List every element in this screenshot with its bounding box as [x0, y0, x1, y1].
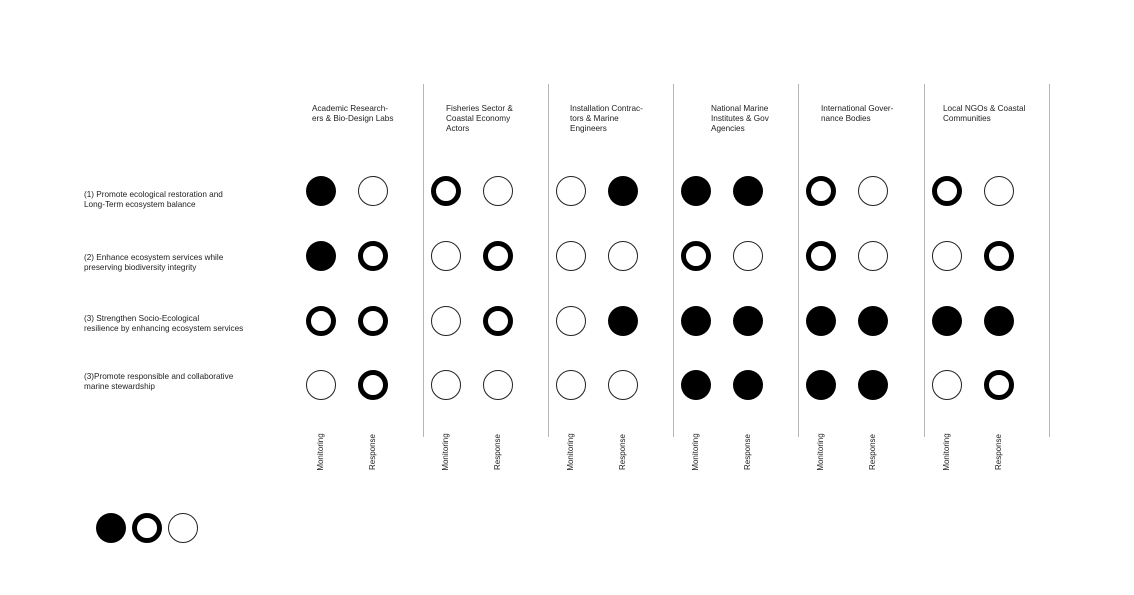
dot-full [733, 176, 763, 206]
dot-full [681, 306, 711, 336]
dot-ring [306, 306, 336, 336]
dot-full [806, 306, 836, 336]
dot-empty [483, 370, 513, 400]
dot-ring [806, 176, 836, 206]
row-label: (3)Promote responsible and collaborative marine stewardship [84, 372, 234, 391]
dot-ring [358, 370, 388, 400]
dot-empty [858, 241, 888, 271]
row-label: (1) Promote ecological restoration and Long-Term ecosystem balance [84, 190, 223, 209]
dot-empty [984, 176, 1014, 206]
dot-ring [984, 241, 1014, 271]
dot-ring [806, 241, 836, 271]
dot-full [681, 370, 711, 400]
row-label: (3) Strengthen Socio-Ecological resilience by enhancing ecosystem services [84, 314, 244, 333]
dot-full [932, 306, 962, 336]
dot-full [681, 176, 711, 206]
dot-empty [932, 370, 962, 400]
dot-ring [358, 241, 388, 271]
dot-empty [932, 241, 962, 271]
column-divider [924, 84, 925, 437]
dot-full [608, 176, 638, 206]
dot-full [733, 306, 763, 336]
column-subheader: Response [493, 433, 502, 471]
dot-ring [681, 241, 711, 271]
column-divider [423, 84, 424, 437]
dot-full [858, 370, 888, 400]
column-subheader: Monitoring [691, 433, 700, 471]
column-subheader: Response [994, 433, 1003, 471]
column-subheader: Monitoring [316, 433, 325, 471]
dot-empty [431, 241, 461, 271]
row-label: (2) Enhance ecosystem services while preserving biodiversity integrity [84, 253, 224, 272]
dot-empty [858, 176, 888, 206]
column-subheader: Monitoring [816, 433, 825, 471]
dot-empty [733, 241, 763, 271]
column-header: National Marine Institutes & Gov Agencies [711, 104, 769, 133]
dot-full [608, 306, 638, 336]
dot-full [858, 306, 888, 336]
dot-empty [431, 306, 461, 336]
dot-ring [483, 306, 513, 336]
dot-ring [358, 306, 388, 336]
column-subheader: Response [868, 433, 877, 471]
dot-full [306, 176, 336, 206]
legend-dot-ring [132, 513, 162, 543]
dot-full [806, 370, 836, 400]
dot-empty [556, 176, 586, 206]
column-header: Fisheries Sector & Coastal Economy Actors [446, 104, 513, 133]
column-divider [1049, 84, 1050, 437]
legend-dot-empty [168, 513, 198, 543]
dot-empty [306, 370, 336, 400]
column-subheader: Monitoring [942, 433, 951, 471]
column-subheader: Monitoring [566, 433, 575, 471]
column-divider [548, 84, 549, 437]
dot-full [733, 370, 763, 400]
dot-empty [556, 241, 586, 271]
legend-dot-full [96, 513, 126, 543]
column-divider [673, 84, 674, 437]
column-subheader: Monitoring [441, 433, 450, 471]
column-header: Local NGOs & Coastal Communities [943, 104, 1026, 123]
dot-empty [431, 370, 461, 400]
dot-empty [556, 370, 586, 400]
column-divider [798, 84, 799, 437]
dot-empty [556, 306, 586, 336]
column-subheader: Response [618, 433, 627, 471]
dot-ring [483, 241, 513, 271]
dot-empty [608, 370, 638, 400]
dot-empty [358, 176, 388, 206]
column-subheader: Response [368, 433, 377, 471]
column-header: Installation Contrac- tors & Marine Engineers [570, 104, 643, 133]
dot-empty [483, 176, 513, 206]
column-header: International Gover- nance Bodies [821, 104, 894, 123]
column-subheader: Response [743, 433, 752, 471]
dot-ring [431, 176, 461, 206]
column-header: Academic Research- ers & Bio-Design Labs [312, 104, 394, 123]
dot-ring [932, 176, 962, 206]
dot-ring [984, 370, 1014, 400]
dot-full [984, 306, 1014, 336]
dot-empty [608, 241, 638, 271]
dot-full [306, 241, 336, 271]
